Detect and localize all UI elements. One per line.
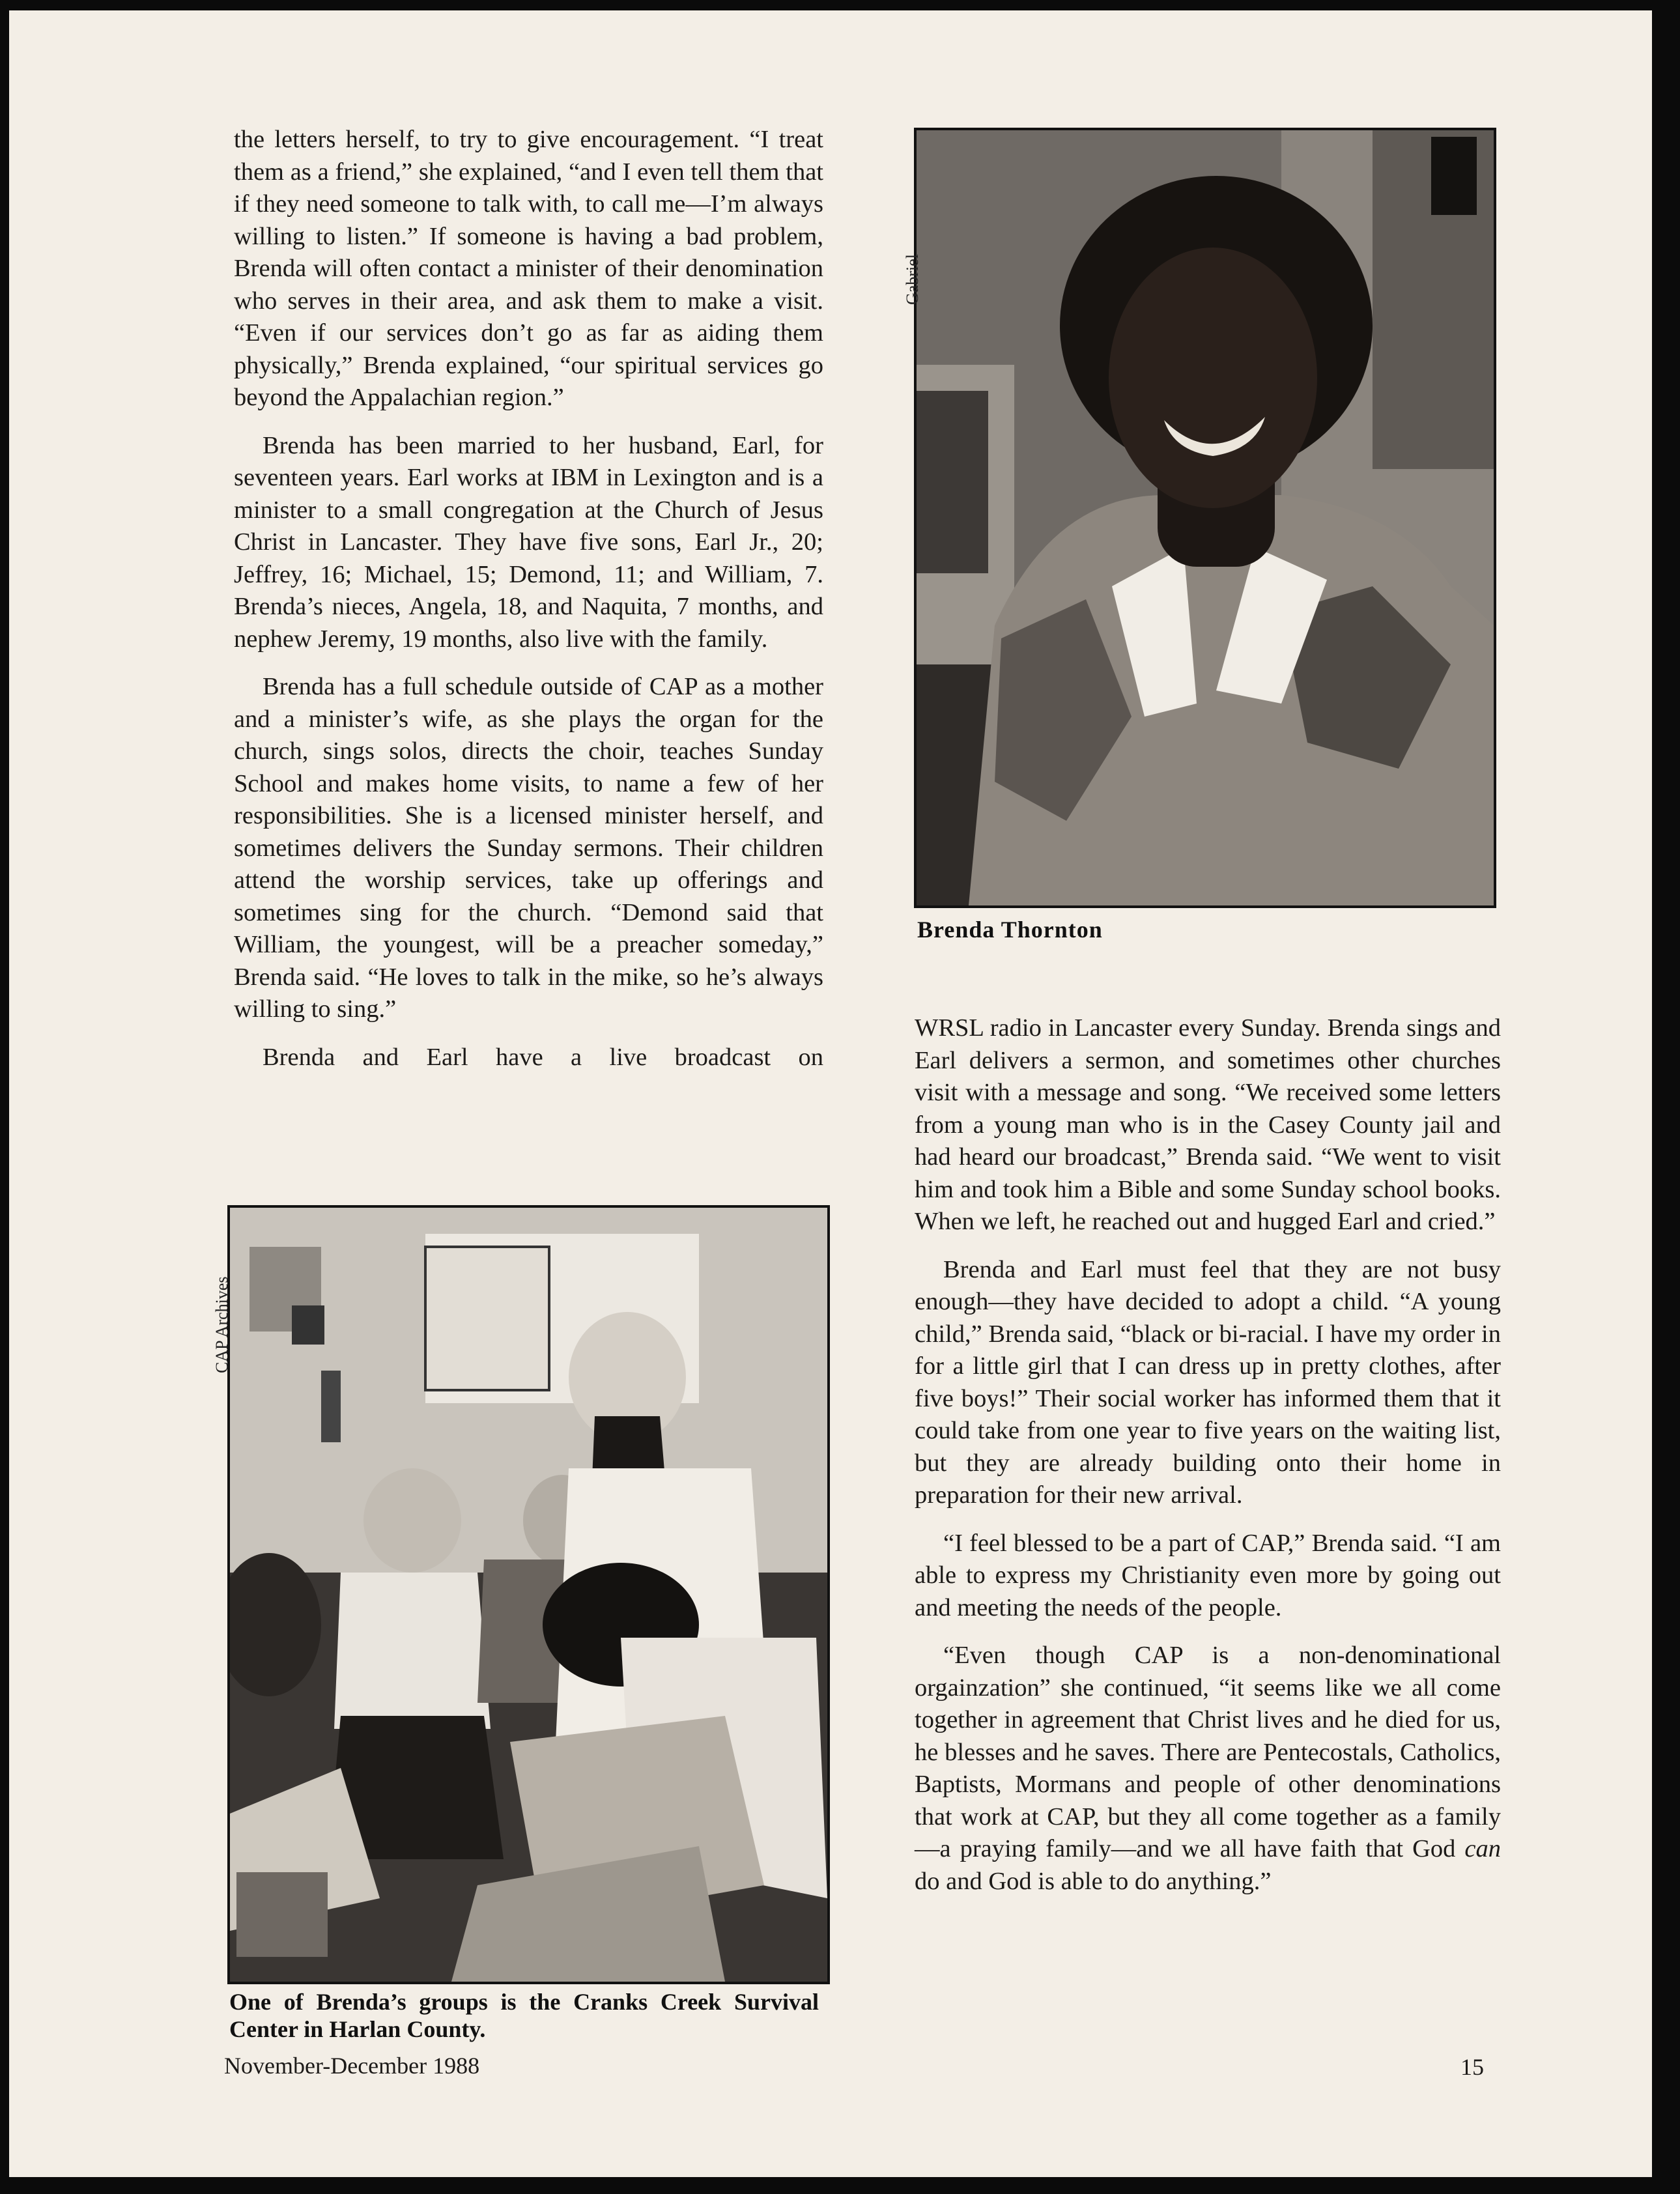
photo-credit: CAP Archives [212,1276,231,1373]
magazine-page [9,10,1652,2177]
paragraph: Brenda has a full schedule outside of CAP as a mother and a minister’s wife, as she plays the organ for the church, sings solos, directs the choir, teaches Sunday School and makes home visits, to name a few of her responsibilities. She is a licensed minister herself, and sometimes delivers the Sunday sermons. Their children attend the worship services, take up offerings and sometimes sing for the church. “Demond said that William, the youngest, will be a preacher someday,” Brenda said. “He loves to talk in the mike, so he’s always willing to sing.” [234,673,823,1023]
group-photo [227,1205,830,1984]
portrait-photo [914,128,1496,908]
paragraph: “I feel blessed to be a part of CAP,” Brenda said. “I am able to express my Christianity even more by going out and meeting the needs of the people. [915,1529,1501,1621]
group-photo-image [230,1208,827,1982]
paragraph-text: “Even though CAP is a non-denominational orgainzation” she continued, “it seems like we all come together in agreement that Christ lives and he died for us, he blesses and he saves. There are Pentecostals, Catholics, Baptists, Mormans and people of other denominations that work at CAP, but they all come together as a family—a praying family—and we all have faith that God [915,1642,1501,1862]
photo-caption: One of Brenda’s groups is the Cranks Creek Survival Center in Harlan County. [229,1989,819,2042]
emphasis: can [1464,1835,1501,1862]
portrait-photo-image [917,130,1494,905]
paragraph: Brenda has been married to her husband, Earl, for seventeen years. Earl works at IBM in Lexington and is a minister to a small congregation at the Church of Jesus Christ in Lancaster. They have five sons, Earl Jr., 20; Jeffrey, 16; Michael, 15; Demond, 11; and William, 7. Brenda’s nieces, Angela, 18, and Naquita, 7 months, and nephew Jeremy, 19 months, also live with the family. [234,431,823,653]
paragraph: Brenda and Earl have a live broadcast on [263,1043,823,1071]
page-number: 15 [1460,2054,1484,2080]
paragraph: the letters herself, to try to give encouragement. “I treat them as a friend,” she explained, “and I even tell them that if they need someone to talk with, to call me—I’m always willing to listen.” If someone is having a bad problem, Brenda will often contact a minister of their denomination who serves in their area, and ask them to make a visit. “Even if our services don’t go as far as aiding them physically,” Brenda explained, “our spiritual services go beyond the Appalachian region.” [234,126,823,411]
paragraph: Brenda and Earl must feel that they are not busy enough—they have decided to adopt a child. “A young child,” Brenda said, “black or bi-racial. I have my order in for a little girl that I can dress up in pretty clothes, after five boys!” Their social worker has informed them that it could take from one year to five years on the waiting list, but they are already building onto their home in preparation for their new arrival. [915,1255,1501,1509]
paragraph-text: do and God is able to do anything.” [915,1867,1272,1895]
paragraph [915,1640,1501,1898]
photo-caption: Brenda Thornton [917,917,1103,943]
right-text-column [915,1012,1501,1898]
issue-date: November-December 1988 [224,2053,480,2079]
paragraph: WRSL radio in Lancaster every Sunday. Brenda sings and Earl delivers a sermon, and sometimes other churches visit with a message and song. “We received some letters from a young man who is in the Casey County jail and had heard our broadcast,” Brenda said. “We went to visit him and took him a Bible and some Sunday school books. When we left, he reached out and hugged Earl and cried.” [915,1014,1501,1235]
left-text-column [234,124,823,1074]
photo-credit: Gabriel [903,254,922,305]
